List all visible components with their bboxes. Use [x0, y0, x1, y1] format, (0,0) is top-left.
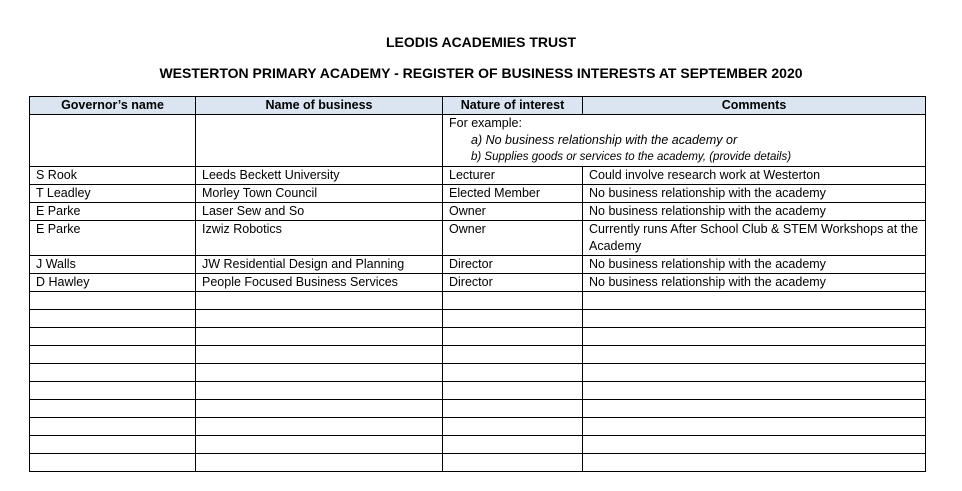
governor-name-cell: T Leadley: [30, 185, 196, 203]
comments-cell: No business relationship with the academy: [583, 256, 926, 274]
comments-cell: No business relationship with the academy: [583, 185, 926, 203]
empty-table-row: [30, 346, 926, 364]
table-row: [30, 274, 926, 292]
empty-table-row: [30, 292, 926, 310]
empty-cell: [583, 454, 926, 472]
empty-cell: [196, 454, 443, 472]
empty-cell: [30, 400, 196, 418]
empty-cell: [30, 382, 196, 400]
example-option-b: b) Supplies goods or services to the academy, (provide details): [471, 151, 792, 163]
table-row: [30, 167, 926, 185]
empty-cell: [443, 346, 583, 364]
business-name-cell: Laser Sew and So: [196, 203, 443, 221]
register-title: WESTERTON PRIMARY ACADEMY - REGISTER OF BUSINESS INTERESTS AT SEPTEMBER 2020: [159, 65, 803, 81]
empty-table-row: [30, 328, 926, 346]
nature-cell: Director: [443, 256, 583, 274]
example-text-cell: [443, 115, 926, 167]
empty-cell: [443, 418, 583, 436]
table-row: [30, 185, 926, 203]
example-intro: For example:: [449, 116, 522, 130]
example-governor-cell: [30, 115, 196, 167]
empty-cell: [196, 382, 443, 400]
header-nature-of-interest: Nature of interest: [443, 97, 583, 115]
business-name-cell: Izwiz Robotics: [196, 221, 443, 256]
business-interests-table: [29, 96, 926, 472]
header-business-name: Name of business: [196, 97, 443, 115]
empty-cell: [30, 310, 196, 328]
empty-cell: [30, 346, 196, 364]
governor-name-cell: E Parke: [30, 203, 196, 221]
example-option-a: a) No business relationship with the academy or: [471, 133, 738, 147]
empty-cell: [583, 346, 926, 364]
empty-cell: [443, 292, 583, 310]
table-row: [30, 203, 926, 221]
business-name-cell: JW Residential Design and Planning: [196, 256, 443, 274]
business-name-cell: People Focused Business Services: [196, 274, 443, 292]
empty-cell: [583, 400, 926, 418]
org-title: LEODIS ACADEMIES TRUST: [385, 34, 577, 50]
empty-cell: [30, 364, 196, 382]
empty-cell: [196, 400, 443, 418]
empty-table-row: [30, 436, 926, 454]
empty-cell: [196, 292, 443, 310]
governor-name-cell: S Rook: [30, 167, 196, 185]
empty-cell: [443, 382, 583, 400]
empty-cell: [196, 346, 443, 364]
table-row: [30, 221, 926, 256]
empty-cell: [196, 364, 443, 382]
nature-cell: Elected Member: [443, 185, 583, 203]
empty-cell: [443, 400, 583, 418]
empty-table-row: [30, 400, 926, 418]
empty-cell: [443, 328, 583, 346]
nature-cell: Director: [443, 274, 583, 292]
comments-cell: Currently runs After School Club & STEM Workshops at the Academy: [583, 221, 926, 256]
empty-cell: [196, 328, 443, 346]
empty-cell: [30, 292, 196, 310]
empty-cell: [443, 364, 583, 382]
empty-cell: [196, 418, 443, 436]
empty-cell: [583, 328, 926, 346]
empty-cell: [196, 436, 443, 454]
comments-cell: Could involve research work at Westerton: [583, 167, 926, 185]
governor-name-cell: D Hawley: [30, 274, 196, 292]
example-row: [30, 115, 926, 167]
empty-cell: [443, 436, 583, 454]
empty-cell: [196, 310, 443, 328]
governor-name-cell: J Walls: [30, 256, 196, 274]
nature-cell: Lecturer: [443, 167, 583, 185]
comments-cell: No business relationship with the academy: [583, 274, 926, 292]
empty-cell: [583, 418, 926, 436]
empty-cell: [443, 310, 583, 328]
comments-cell: No business relationship with the academy: [583, 203, 926, 221]
empty-cell: [583, 292, 926, 310]
empty-cell: [30, 328, 196, 346]
empty-cell: [443, 454, 583, 472]
business-name-cell: Morley Town Council: [196, 185, 443, 203]
empty-cell: [30, 436, 196, 454]
empty-table-row: [30, 418, 926, 436]
business-name-cell: Leeds Beckett University: [196, 167, 443, 185]
empty-table-row: [30, 454, 926, 472]
empty-cell: [30, 454, 196, 472]
header-row: [30, 97, 926, 115]
empty-table-row: [30, 382, 926, 400]
header-comments: Comments: [583, 97, 926, 115]
empty-table-row: [30, 364, 926, 382]
table-row: [30, 256, 926, 274]
example-business-cell: [196, 115, 443, 167]
empty-cell: [583, 436, 926, 454]
nature-cell: Owner: [443, 203, 583, 221]
nature-cell: Owner: [443, 221, 583, 256]
empty-cell: [583, 310, 926, 328]
empty-table-row: [30, 310, 926, 328]
header-governor-name: Governor’s name: [30, 97, 196, 115]
empty-cell: [583, 382, 926, 400]
governor-name-cell: E Parke: [30, 221, 196, 256]
empty-cell: [30, 418, 196, 436]
empty-cell: [583, 364, 926, 382]
